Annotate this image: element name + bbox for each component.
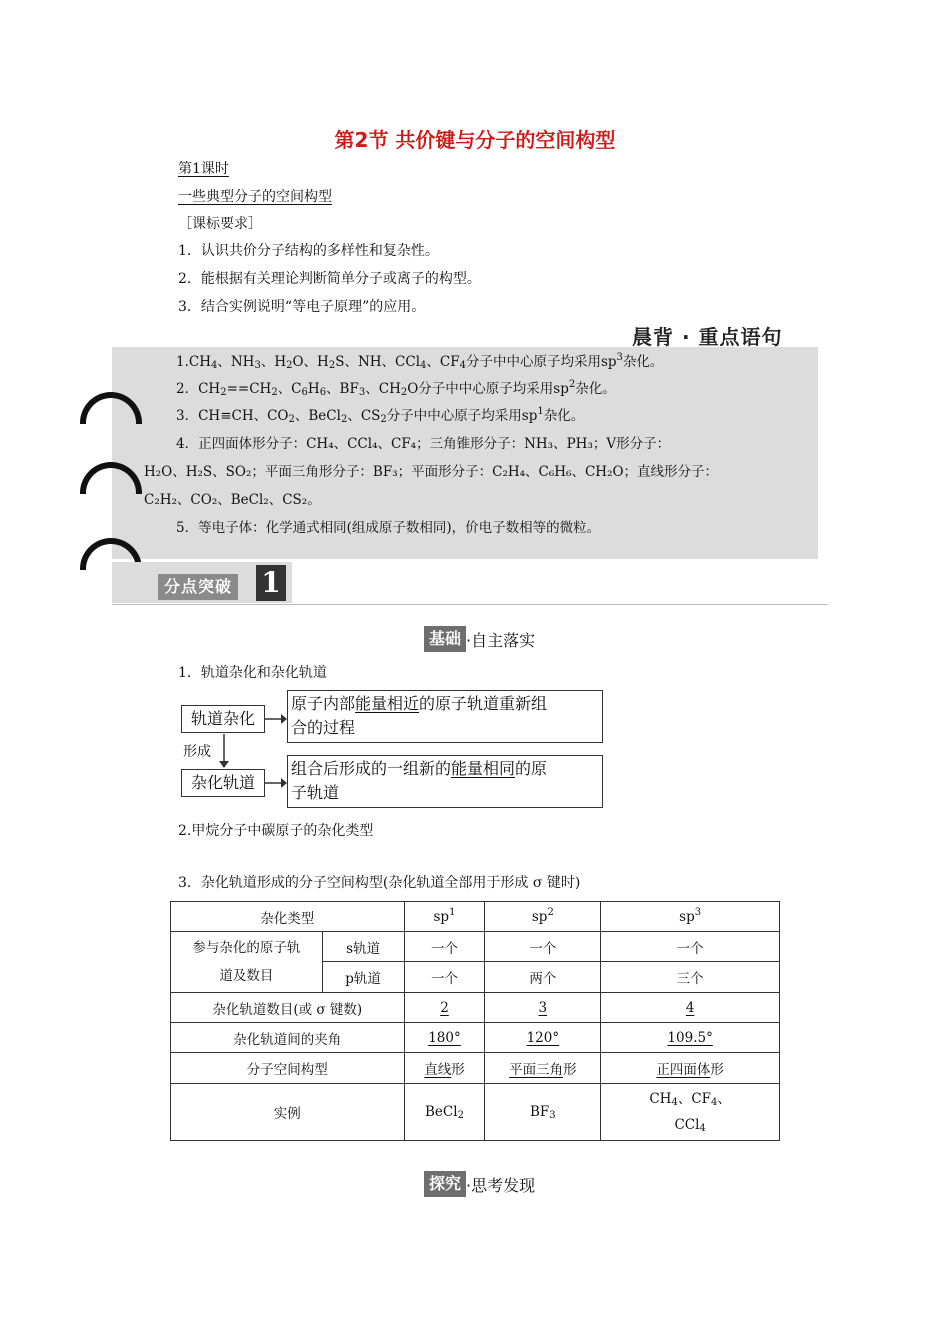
arrow-label: 形成 [183, 744, 211, 760]
table-cell: 4 [601, 993, 780, 1023]
explore-text: ·思考发现 [466, 1175, 536, 1195]
basics-text: ·自主落实 [466, 630, 536, 650]
hybrid-orbital-box: 杂化轨道 [181, 769, 265, 797]
table-cell: 120° [485, 1023, 601, 1053]
table-row [171, 1084, 780, 1141]
requirement-item: 2．能根据有关理论判断简单分子或离子的构型。 [178, 271, 481, 287]
table-row [171, 932, 780, 962]
table-cell: 平面三角形 [485, 1053, 601, 1084]
table-cell: 直线形 [404, 1053, 485, 1084]
section-number: 1 [256, 565, 286, 601]
item-2: 2.甲烷分子中碳原子的杂化类型 [178, 823, 374, 839]
key-point-2: 2．$CH_2==CH_2$、$C_6H_6$、$BF_3$、$CH_2O$分子中中心原子均采用$sp^2$杂化。 [176, 379, 616, 398]
table-cell: 一个 [404, 932, 485, 962]
table-cell: 杂化类型 [171, 902, 405, 932]
key-point-1: $1.CH_4$、$NH_3$、$H_2O$、$H_2S$、NH、CCl$_4$、$CF_4$分子中中心原子均采用$sp^3$杂化。 [176, 352, 664, 371]
hybridization-table [170, 901, 780, 1141]
basics-tag: 基础 [424, 626, 466, 652]
section-badge: 分点突破 [158, 574, 238, 600]
arrow-right-icon [265, 712, 287, 726]
table-cell: s轨道 [322, 932, 404, 962]
table-cell: $sp^3$ [601, 902, 780, 932]
table-cell: 杂化轨道数目(或 σ 键数) [171, 993, 405, 1023]
section-divider [112, 604, 828, 605]
key-point-4-line1: 4．正四面体形分子：CH₄、CCl₄、CF₄；三角锥形分子：NH₃、PH₃；V形分子： [176, 436, 671, 452]
lesson-number: 第1课时 [178, 161, 229, 177]
requirement-item: 3．结合实例说明“等电子原理”的应用。 [178, 299, 426, 315]
key-point-3: 3．CH≡CH、$CO_2$、BeCl$_2$、$CS_2$分子中中心原子均采用$sp^1$杂化。 [176, 406, 585, 425]
table-cell: $sp^1$ [404, 902, 485, 932]
orbital-hybridization-box: 轨道杂化 [181, 705, 265, 733]
table-cell: 一个 [601, 932, 780, 962]
table-row [171, 993, 780, 1023]
table-cell: $BF_3$ [485, 1084, 601, 1141]
key-point-4-line3: C₂H₂、CO₂、BeCl₂、CS₂。 [144, 492, 321, 508]
table-cell: $sp^2$ [485, 902, 601, 932]
table-cell: 109.5° [601, 1023, 780, 1053]
table-cell: 实例 [171, 1084, 405, 1141]
table-cell: 一个 [485, 932, 601, 962]
table-cell: 分子空间构型 [171, 1053, 405, 1084]
table-cell: 参与杂化的原子轨 道及数目 [171, 932, 323, 993]
key-point-5: 5．等电子体：化学通式相同(组成原子数相同)，价电子数相等的微粒。 [176, 520, 601, 536]
table-row [171, 902, 780, 932]
table-cell: 正四面体形 [601, 1053, 780, 1084]
explore-tag: 探究 [424, 1171, 466, 1197]
table-cell: 两个 [485, 962, 601, 993]
table-cell: 3 [485, 993, 601, 1023]
table-cell: 180° [404, 1023, 485, 1053]
table-cell: 2 [404, 993, 485, 1023]
key-point-4-line2: H₂O、H₂S、SO₂；平面三角形分子：BF₃；平面形分子：C₂H₄、C₆H₆、CH₂O；直线形分子： [144, 464, 719, 480]
arrow-down-icon [217, 734, 231, 768]
table-row [171, 1023, 780, 1053]
requirement-item: 1．认识共价分子结构的多样性和复杂性。 [178, 243, 439, 259]
page-title: 第2节 共价键与分子的空间构型 [334, 128, 616, 152]
arrow-right-icon [265, 776, 287, 790]
requirements-heading: ［课标要求］ [178, 216, 262, 232]
key-points-heading: 晨背 · 重点语句 [632, 325, 783, 349]
item-3: 3．杂化轨道形成的分子空间构型(杂化轨道全部用于形成 σ 键时) [178, 875, 581, 891]
table-cell: $CH_4$、$CF_4$、 CCl$_4$ [601, 1084, 780, 1141]
basics-header [424, 626, 535, 652]
item-1: 1．轨道杂化和杂化轨道 [178, 665, 327, 681]
hybridization-definition-box: 原子内部能量相近的原子轨道重新组 合的过程 [287, 690, 603, 743]
hybrid-orbital-definition-box: 组合后形成的一组新的能量相同的原 子轨道 [287, 755, 603, 808]
lesson-topic: 一些典型分子的空间构型 [178, 189, 332, 205]
table-cell: p轨道 [322, 962, 404, 993]
table-cell: 杂化轨道间的夹角 [171, 1023, 405, 1053]
table-cell: 一个 [404, 962, 485, 993]
table-cell: BeCl$_2$ [404, 1084, 485, 1141]
table-cell: 三个 [601, 962, 780, 993]
table-row [171, 1053, 780, 1084]
explore-header [424, 1171, 535, 1197]
